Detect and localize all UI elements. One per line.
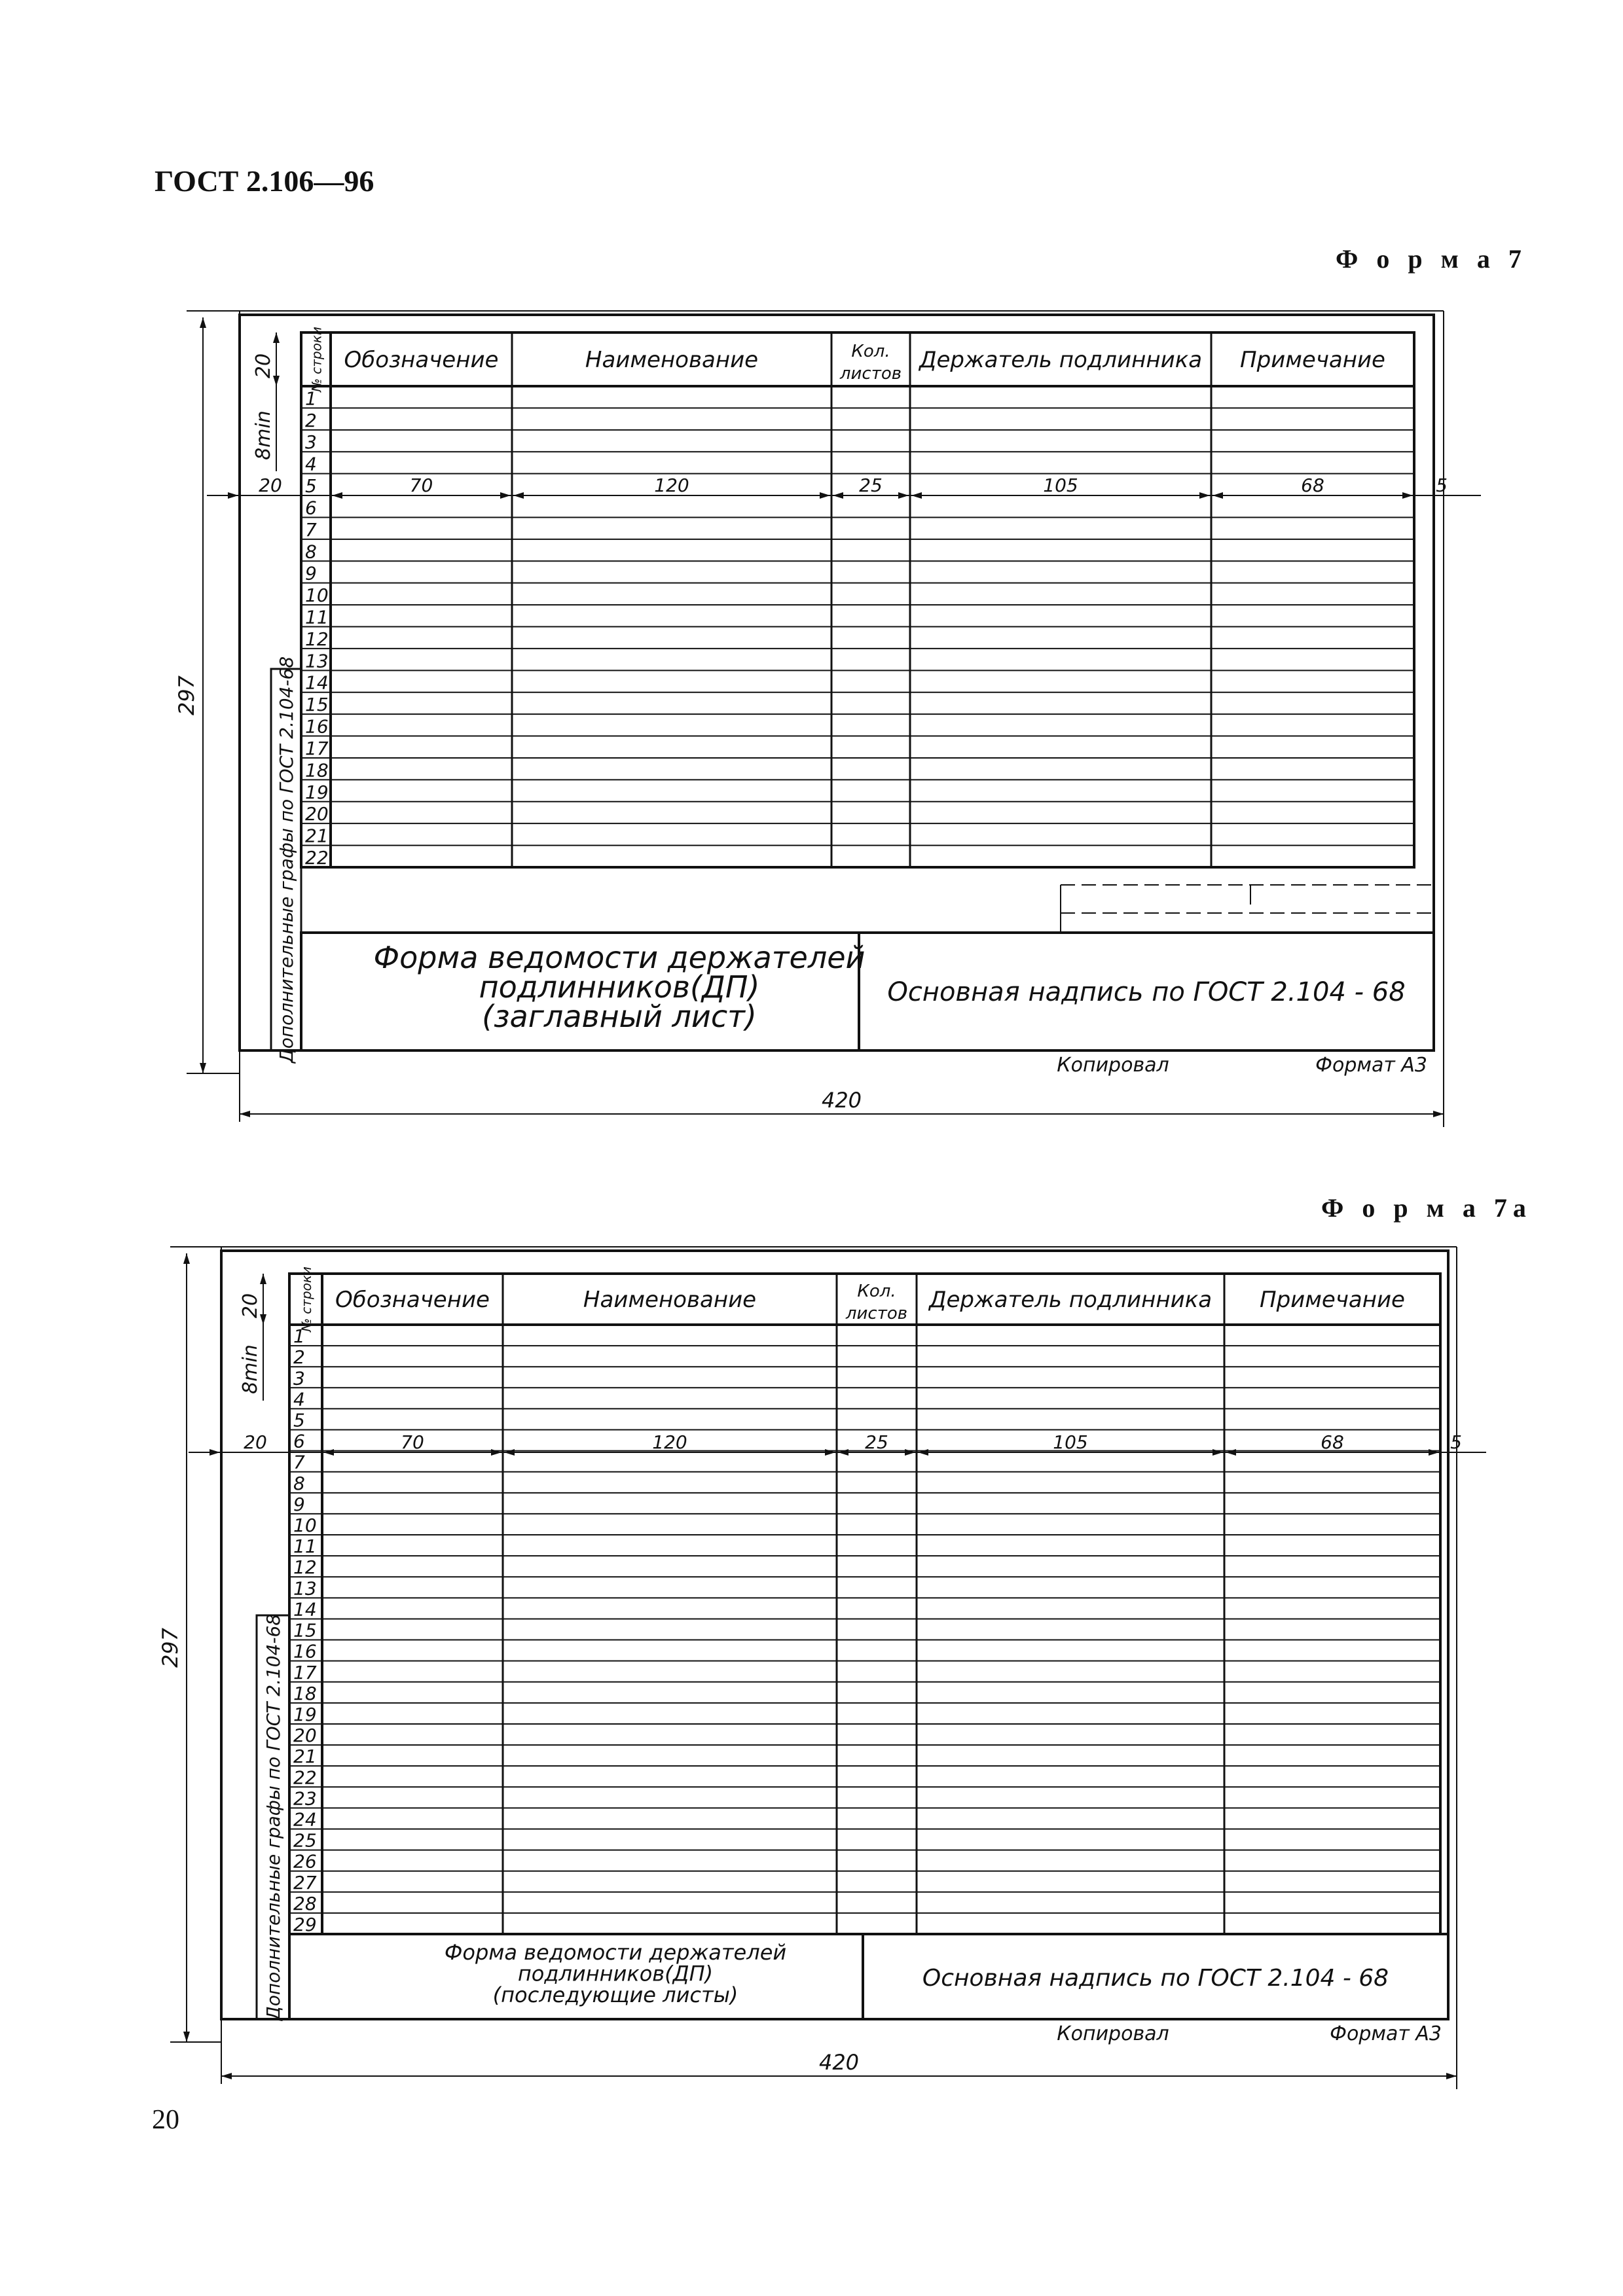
row-number: 24 xyxy=(293,1808,317,1831)
row-number: 29 xyxy=(293,1914,317,1935)
row-number: 8 xyxy=(305,541,317,563)
column-width-5: 68 xyxy=(1301,475,1324,496)
column-header-4: Держатель подлинника xyxy=(919,347,1203,373)
footer-format-label: Формат А3 xyxy=(1315,1054,1427,1077)
right-margin-dimension: 5 xyxy=(1450,1431,1462,1453)
side-label: Дополнительные графы по ГОСТ 2.104-68 xyxy=(276,656,297,1064)
dimension-arrow xyxy=(918,1449,928,1456)
footer-format-label: Формат А3 xyxy=(1330,2022,1442,2045)
form-7a-label: Ф о р м а 7а xyxy=(1321,1193,1532,1223)
title-block-line3: (заглавный лист) xyxy=(482,999,757,1034)
dimension-arrow xyxy=(323,1449,334,1456)
row-number: 21 xyxy=(305,825,329,847)
row-number: 14 xyxy=(305,672,329,694)
row-number: 2 xyxy=(293,1346,305,1369)
row-number: 3 xyxy=(305,431,317,454)
page-number: 20 xyxy=(152,2105,179,2135)
dimension-arrow xyxy=(825,1449,835,1456)
column-header-qty-line2: листов xyxy=(845,1304,908,1323)
drawing-frame xyxy=(221,1251,1448,2019)
side-label: Дополнительные графы по ГОСТ 2.104-68 xyxy=(263,1613,284,2021)
dimension-arrow xyxy=(504,1449,515,1456)
header-height-dimension: 20 xyxy=(252,353,275,379)
row-number: 27 xyxy=(293,1871,317,1893)
row-number: 7 xyxy=(305,518,317,541)
column-width-4: 105 xyxy=(1053,1431,1088,1453)
row-number: 2 xyxy=(305,409,317,431)
dimension-arrow xyxy=(210,1449,220,1456)
header-height-dimension: 20 xyxy=(239,1293,262,1319)
row-number: 17 xyxy=(305,737,329,759)
column-width-3: 25 xyxy=(859,475,883,496)
row-number-header: № строки xyxy=(308,327,325,392)
sheet-height-dimension: 297 xyxy=(158,1627,183,1668)
title-block-line1: Форма ведомости держателей xyxy=(444,1940,787,1965)
left-margin-dimension: 20 xyxy=(259,475,282,496)
row-number: 25 xyxy=(293,1829,317,1852)
row-number: 10 xyxy=(293,1515,317,1537)
row-number: 22 xyxy=(305,847,329,869)
table-outline xyxy=(289,1274,1440,1934)
column-width-2: 120 xyxy=(652,1431,687,1453)
row-number: 19 xyxy=(293,1703,317,1725)
column-header-2: Наименование xyxy=(585,347,759,373)
row-number: 10 xyxy=(305,584,329,607)
row-number: 16 xyxy=(293,1640,317,1662)
dimension-arrow xyxy=(260,1274,266,1284)
row-height-dimension: 8min xyxy=(252,410,275,460)
dimension-arrow xyxy=(838,1449,848,1456)
dimension-arrow xyxy=(491,1449,501,1456)
column-header-1: Обозначение xyxy=(344,347,499,373)
row-number: 11 xyxy=(293,1535,317,1558)
row-number: 11 xyxy=(305,606,329,628)
column-header-qty-line2: листов xyxy=(839,364,902,384)
left-margin-dimension: 20 xyxy=(244,1431,267,1453)
column-width-1: 70 xyxy=(401,1431,424,1453)
row-number: 13 xyxy=(305,650,329,672)
row-number: 15 xyxy=(305,694,329,716)
row-number: 12 xyxy=(305,628,329,650)
row-number: 12 xyxy=(293,1556,317,1579)
row-number: 20 xyxy=(293,1725,317,1747)
row-number: 20 xyxy=(305,803,329,825)
dimension-arrow xyxy=(221,2073,232,2079)
row-number: 5 xyxy=(305,475,317,497)
main-inscription-label: Основная надпись по ГОСТ 2.104 - 68 xyxy=(922,1965,1389,1992)
row-number: 21 xyxy=(293,1746,317,1768)
row-number: 7 xyxy=(293,1451,305,1473)
row-number: 3 xyxy=(293,1367,305,1390)
row-number: 23 xyxy=(293,1787,317,1810)
title-block-line2: подлинников(ДП) xyxy=(517,1961,714,1986)
sheet-width-dimension: 420 xyxy=(818,2050,860,2075)
column-header-qty-line1: Кол. xyxy=(857,1282,896,1301)
row-number: 16 xyxy=(305,715,329,738)
row-number: 13 xyxy=(293,1577,317,1600)
row-number: 15 xyxy=(293,1619,317,1641)
column-header-1: Обозначение xyxy=(335,1287,490,1313)
sheet-height-dimension: 297 xyxy=(174,675,199,716)
column-width-1: 70 xyxy=(409,475,433,496)
dimension-arrow xyxy=(183,1253,190,1264)
row-number: 5 xyxy=(293,1409,305,1431)
row-number-header: № строки xyxy=(299,1266,314,1332)
column-width-3: 25 xyxy=(865,1431,888,1453)
form-7-label: Ф о р м а 7 xyxy=(1336,244,1527,274)
row-number: 17 xyxy=(293,1661,317,1683)
dimension-arrow xyxy=(1429,1449,1439,1456)
row-number: 8 xyxy=(293,1472,305,1494)
column-width-4: 105 xyxy=(1043,475,1078,496)
column-header-4: Держатель подлинника xyxy=(928,1287,1213,1313)
row-number: 6 xyxy=(293,1430,305,1452)
row-number: 18 xyxy=(293,1682,317,1704)
footer-copied-label: Копировал xyxy=(1057,2022,1169,2045)
column-header-qty-line1: Кол. xyxy=(851,342,890,361)
dimension-arrow xyxy=(1446,2073,1457,2079)
main-inscription-label: Основная надпись по ГОСТ 2.104 - 68 xyxy=(887,977,1406,1007)
column-width-2: 120 xyxy=(654,475,689,496)
column-width-5: 68 xyxy=(1321,1431,1344,1453)
row-number: 1 xyxy=(293,1325,305,1348)
dimension-arrow xyxy=(1213,1449,1223,1456)
column-header-5: Примечание xyxy=(1260,1287,1405,1313)
row-number: 26 xyxy=(293,1850,317,1873)
title-block-line1: Форма ведомости держателей xyxy=(373,940,866,975)
row-number: 9 xyxy=(305,562,317,584)
row-number: 18 xyxy=(305,759,329,781)
row-number: 1 xyxy=(305,387,317,410)
footer-copied-label: Копировал xyxy=(1057,1054,1169,1077)
row-number: 19 xyxy=(305,781,329,803)
row-number: 6 xyxy=(305,497,317,519)
document-title: ГОСТ 2.106—96 xyxy=(155,164,374,198)
sheet-width-dimension: 420 xyxy=(821,1088,862,1113)
row-height-dimension: 8min xyxy=(239,1344,262,1394)
dimension-arrow xyxy=(1226,1449,1236,1456)
title-block-line3: (последующие листы) xyxy=(492,1982,739,2007)
title-block-line2: подлинников(ДП) xyxy=(479,969,760,1005)
row-number: 14 xyxy=(293,1598,317,1621)
right-margin-dimension: 5 xyxy=(1436,475,1448,496)
column-header-2: Наименование xyxy=(583,1287,757,1313)
row-number: 22 xyxy=(293,1767,317,1789)
row-number: 28 xyxy=(293,1892,317,1914)
row-number: 4 xyxy=(305,453,317,475)
row-number: 9 xyxy=(293,1493,305,1515)
column-header-5: Примечание xyxy=(1240,347,1385,373)
row-number: 4 xyxy=(293,1388,305,1410)
dimension-arrow xyxy=(905,1449,915,1456)
dimension-arrow xyxy=(183,2032,190,2042)
